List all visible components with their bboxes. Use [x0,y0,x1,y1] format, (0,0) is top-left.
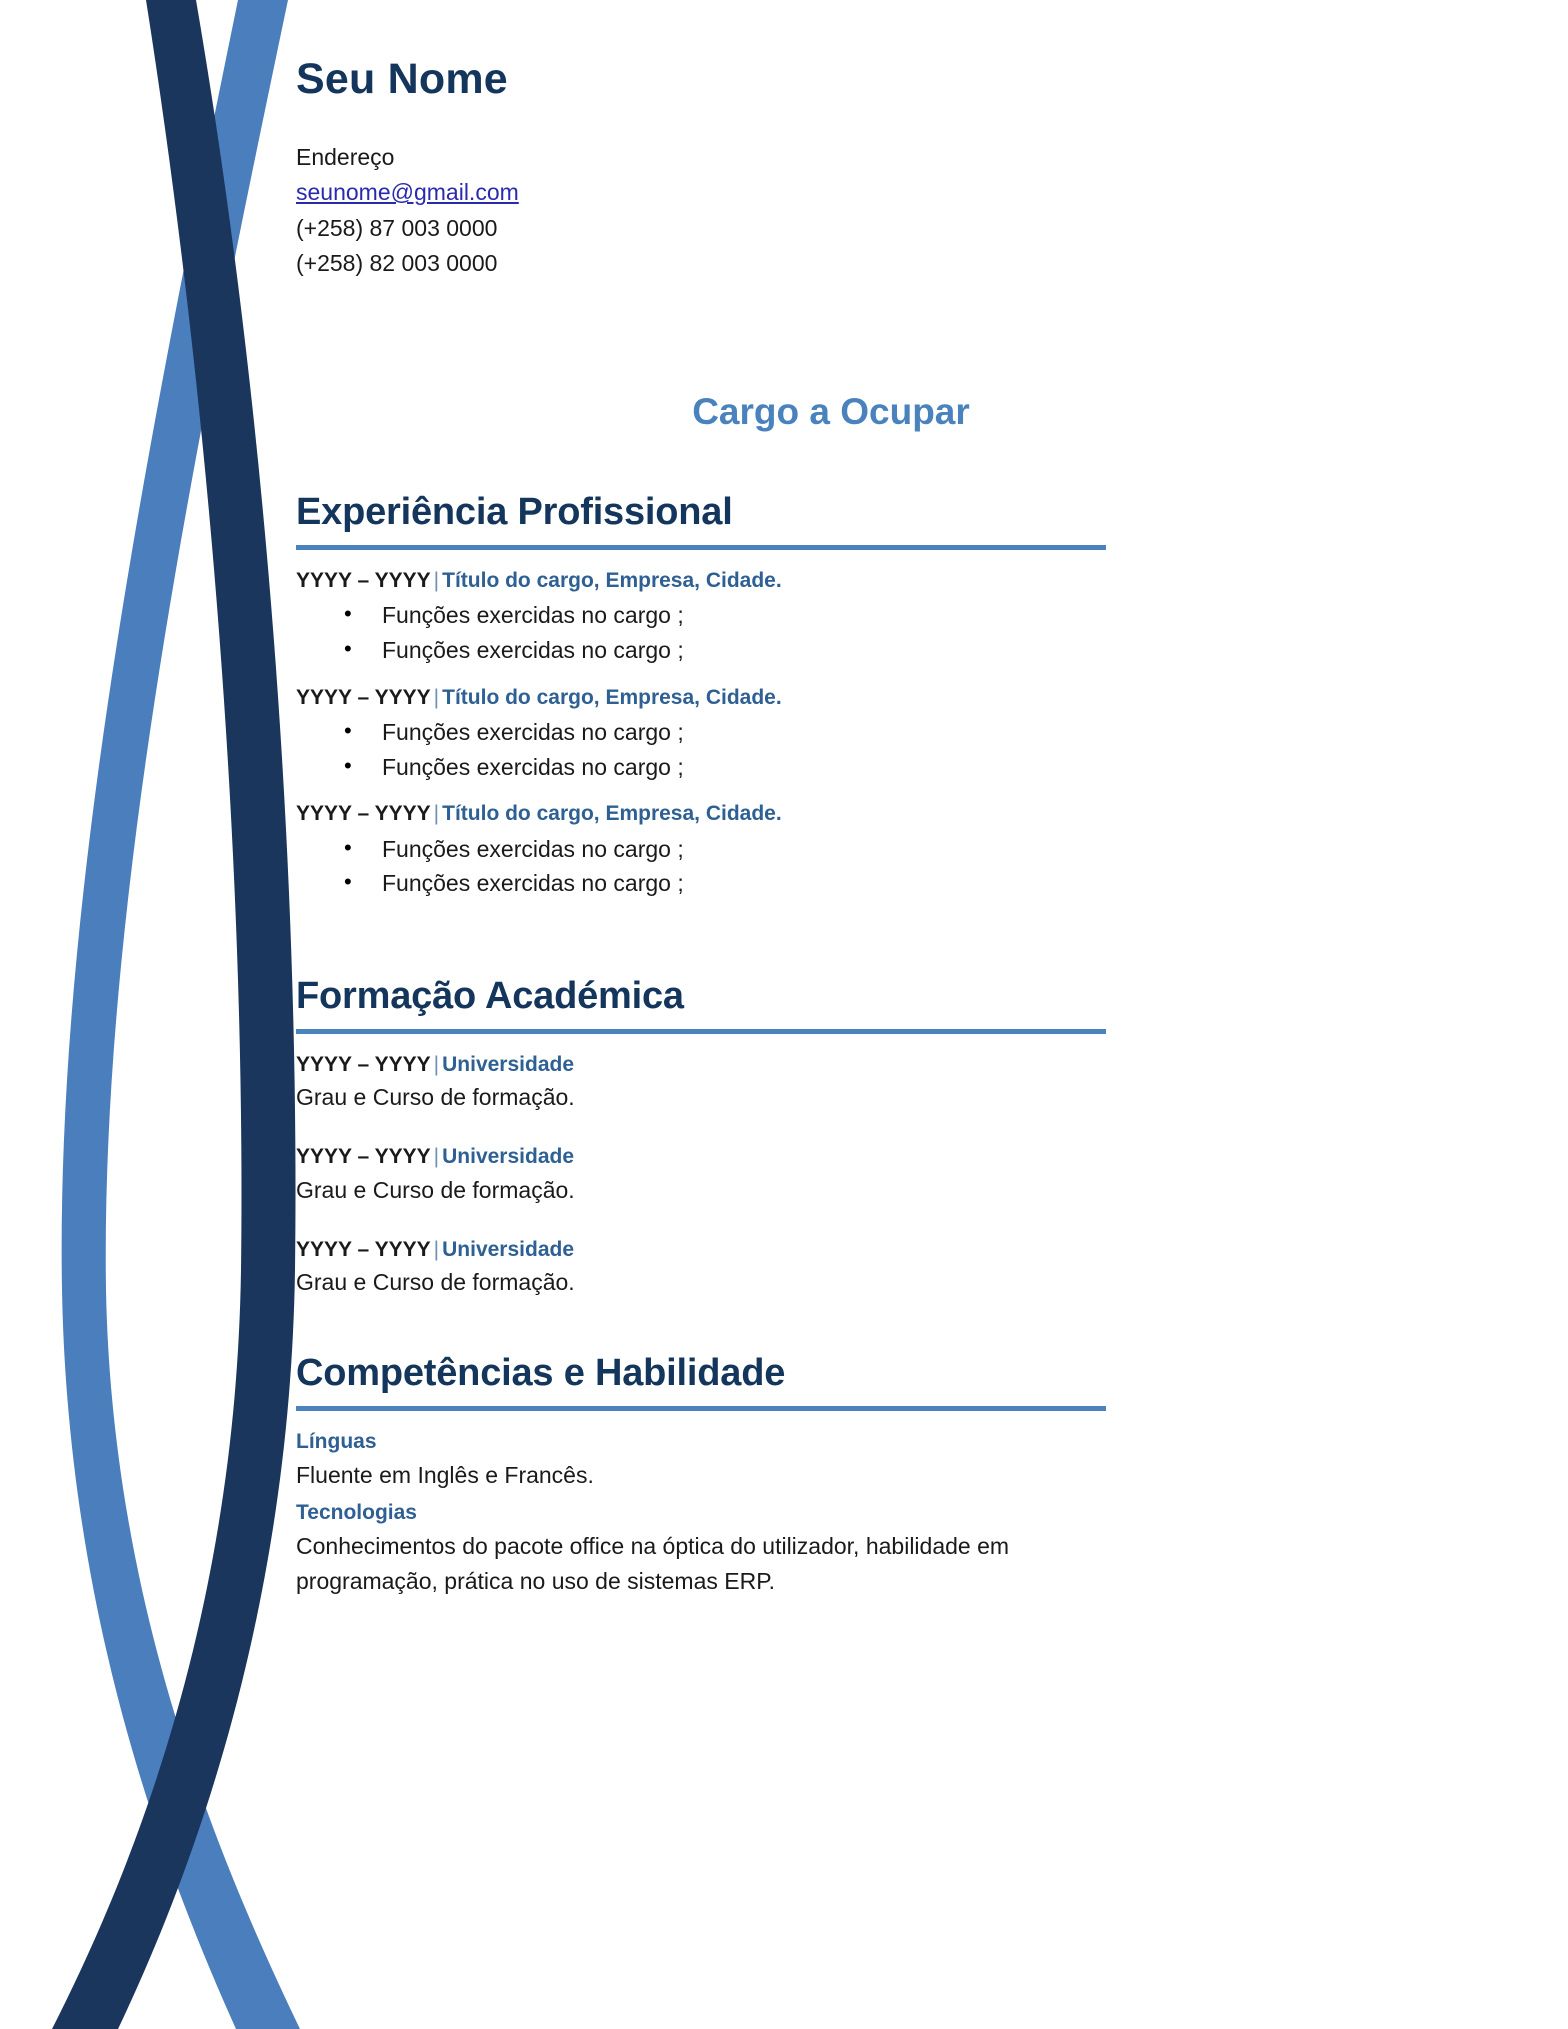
education-school: Universidade [442,1052,575,1076]
entry-separator: | [433,685,440,709]
contact-address: Endereço [296,144,395,170]
education-degree: Grau e Curso de formação. [296,1084,575,1111]
resume-content [296,0,1476,1604]
education-school: Universidade [442,1237,575,1261]
contact-email-link[interactable]: seunome@gmail.com [296,179,519,206]
education-entry [296,1051,1476,1113]
experience-entry-header [296,567,1476,594]
experience-entry [296,684,1476,784]
page-title: Seu Nome [296,55,508,103]
list-item: • Funções exercidas no cargo ; [344,716,1476,749]
section-divider [296,545,1106,550]
education-entry [296,1236,1476,1298]
experience-duty-list [296,599,1476,666]
list-item: • Funções exercidas no cargo ; [344,599,1476,632]
experience-role: Título do cargo, Empresa, Cidade. [442,569,782,593]
section-divider [296,1406,1106,1411]
section-heading-education: Formação Académica [296,974,684,1017]
skill-group-technologies [296,1499,1476,1598]
experience-role: Título do cargo, Empresa, Cidade. [442,802,782,826]
education-school: Universidade [442,1145,575,1169]
education-entry-header [296,1143,1476,1170]
education-dates: YYYY – YYYY [296,1145,431,1169]
list-item: • Funções exercidas no cargo ; [344,867,1476,900]
entry-separator: | [433,1237,440,1261]
list-item: • Funções exercidas no cargo ; [344,634,1476,667]
target-position-headline: Cargo a Ocupar [692,391,970,433]
entry-separator: | [433,569,440,593]
experience-dates: YYYY – YYYY [296,569,431,593]
education-dates: YYYY – YYYY [296,1237,431,1261]
contact-block [296,142,1476,279]
section-heading-experience: Experiência Profissional [296,491,733,534]
education-dates: YYYY – YYYY [296,1052,431,1076]
experience-entry [296,567,1476,667]
contact-phone-secondary: (+258) 82 003 0000 [296,249,498,276]
skill-text: Fluente em Inglês e Francês. [296,1462,594,1489]
education-degree: Grau e Curso de formação. [296,1268,575,1295]
education-entry-header [296,1051,1476,1078]
skill-group-languages [296,1428,1476,1493]
experience-dates: YYYY – YYYY [296,802,431,826]
entry-separator: | [433,1052,440,1076]
experience-entry [296,800,1476,900]
skill-label: Tecnologias [296,1500,417,1524]
education-entry-header [296,1236,1476,1263]
list-item: • Funções exercidas no cargo ; [344,751,1476,784]
skill-label: Línguas [296,1429,377,1453]
section-divider [296,1029,1106,1034]
decorative-ribbons [0,0,300,2029]
list-item: • Funções exercidas no cargo ; [344,833,1476,866]
experience-duty-list [296,833,1476,900]
education-entry [296,1143,1476,1205]
experience-duty-list [296,716,1476,783]
section-experience [296,491,1476,900]
section-heading-skills: Competências e Habilidade [296,1351,786,1394]
experience-entry-header [296,800,1476,827]
experience-role: Título do cargo, Empresa, Cidade. [442,685,782,709]
section-education [296,975,1476,1298]
entry-separator: | [433,802,440,826]
experience-entry-header [296,684,1476,711]
entry-separator: | [433,1145,440,1169]
education-degree: Grau e Curso de formação. [296,1176,575,1203]
section-skills [296,1352,1476,1598]
experience-dates: YYYY – YYYY [296,685,431,709]
skill-text: Conhecimentos do pacote office na óptica do utilizador, habilidade em programação, prática no uso de sistemas ERP. [296,1533,1010,1594]
contact-phone-primary: (+258) 87 003 0000 [296,214,498,241]
